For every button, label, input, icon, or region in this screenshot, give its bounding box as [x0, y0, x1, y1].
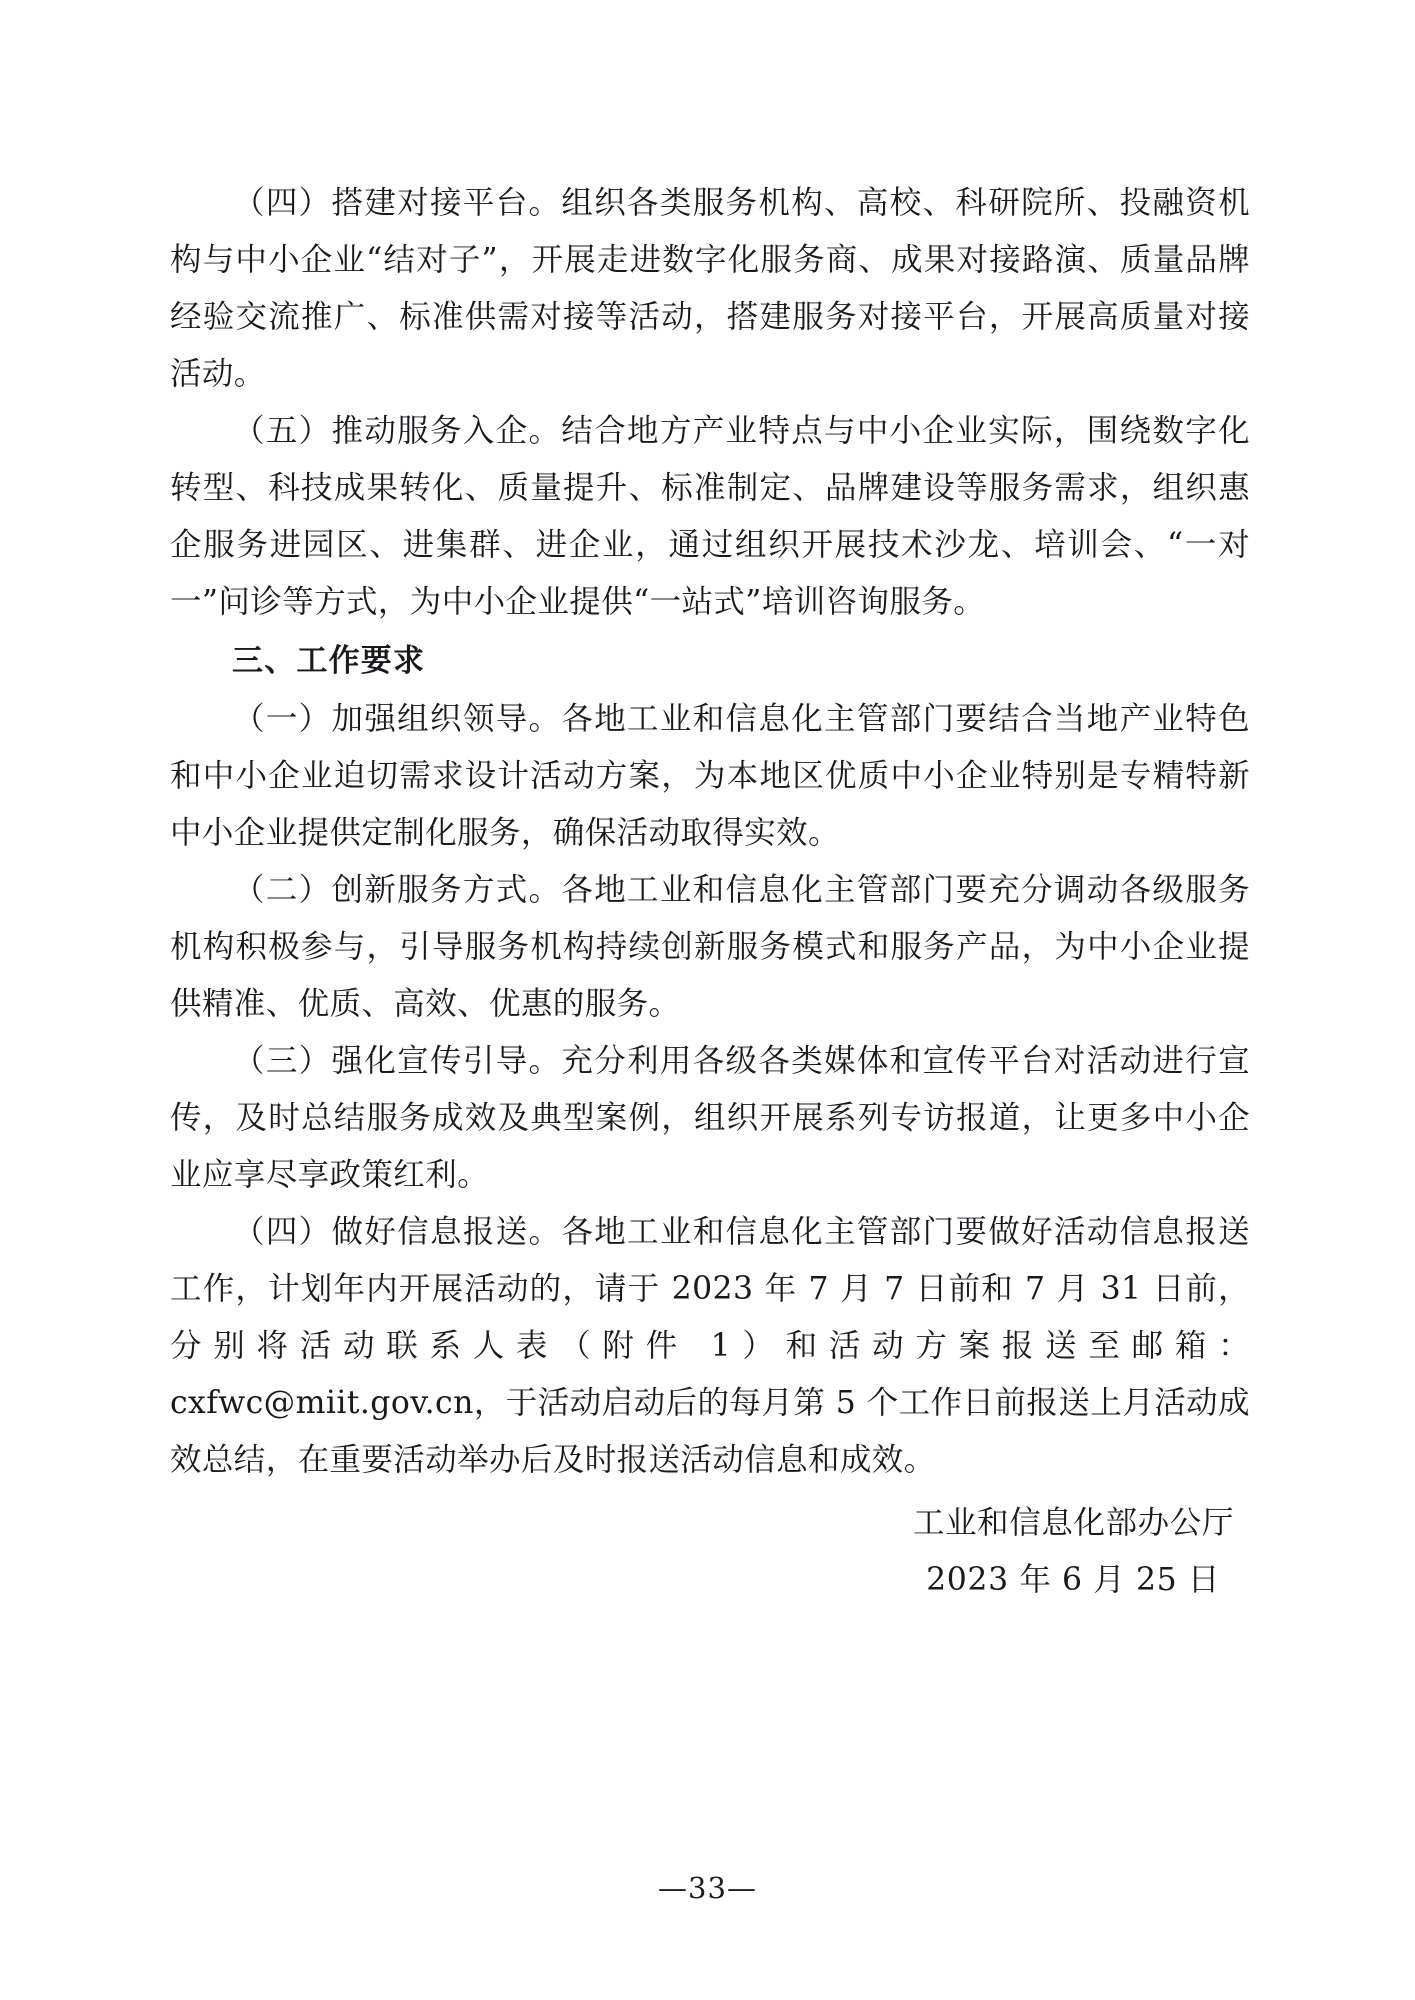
page-number: —33— — [658, 1871, 757, 1905]
section-heading-three: 三、工作要求 — [232, 643, 426, 679]
document-body — [170, 175, 1250, 1609]
requirement-item-two: （二）创新服务方式。各地工业和信息化主管部门要充分调动各级服务机构积极参与，引导服务机构持续创新服务模式和服务产品，为中小企业提供精准、优质、高效、优惠的服务。 — [170, 872, 1250, 1022]
issue-date: 2023 年 6 月 25 日 — [926, 1562, 1220, 1598]
requirement-item-four: （四）做好信息报送。各地工业和信息化主管部门要做好活动信息报送工作，计划年内开展活动的，请于 2023 年 7 月 7 日前和 7 月 31 日前，分别将活动联系人表（附件 1）和活动方案报送至邮箱：cxfwc@miit.gov.cn，于活动启动后的每月第 5 个工作日前报送上月活动成效总结，在重要活动举办后及时报送活动信息和成效。 — [170, 1214, 1250, 1478]
issuing-department: 工业和信息化部办公厅 — [912, 1505, 1234, 1541]
requirement-item-one: （一）加强组织领导。各地工业和信息化主管部门要结合当地产业特色和中小企业迫切需求设计活动方案，为本地区优质中小企业特别是专精特新中小企业提供定制化服务，确保活动取得实效。 — [170, 701, 1250, 851]
paragraph-item-four: （四）搭建对接平台。组织各类服务机构、高校、科研院所、投融资机构与中小企业“结对子”，开展走进数字化服务商、成果对接路演、质量品牌经验交流推广、标准供需对接等活动，搭建服务对接平台，开展高质量对接活动。 — [170, 185, 1250, 392]
requirement-item-three: （三）强化宣传引导。充分利用各级各类媒体和宣传平台对活动进行宣传，及时总结服务成效及典型案例，组织开展系列专访报道，让更多中小企业应享尽享政策红利。 — [170, 1043, 1250, 1193]
signature-block — [170, 1495, 1250, 1609]
paragraph-item-five: （五）推动服务入企。结合地方产业特点与中小企业实际，围绕数字化转型、科技成果转化、质量提升、标准制定、品牌建设等服务需求，组织惠企服务进园区、进集群、进企业，通过组织开展技术沙龙、培训会、“一对一”问诊等方式，为中小企业提供“一站式”培训咨询服务。 — [170, 413, 1250, 620]
